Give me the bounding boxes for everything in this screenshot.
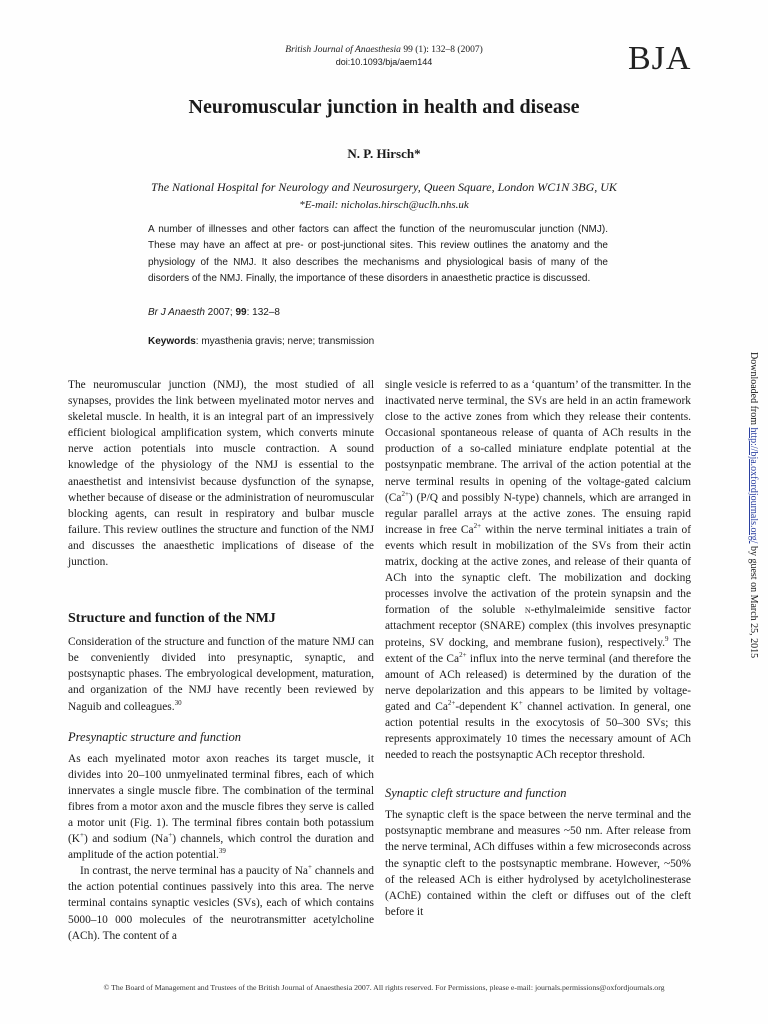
right-column (385, 377, 691, 920)
vesicle-paragraph: single vesicle is referred to as a ‘quantum’ of the transmitter. In the inactivated nerve terminal, the SVs are held in an actin framework close to the active zones from which they release their contents. Occasional spontaneous release of quanta of ACh results in the production of a so-called miniature endplate potential at the postsynpatic membrane. The arrival of the action potential at the nerve terminal results in opening of the voltage-gated calcium $(Ca^{2+})$ (P/Q and possibly N-type) channels, which are arranged in regular parallel arrays at the active zones. The ensuing rapid increase in free $Ca^{2+}$ within the nerve terminal initiates a train of events which result in mobilization of the SVs from their actin matrix, docking at the active zones, and release of their quanta of ACh into the synaptic cleft. The mobilization and docking processes involve the activation of the protein synapsin and the formation of the soluble n-ethylmaleimide sensitive factor attachment receptor (SNARE) complex (this involves presynaptic proteins, SV docking, and membrane fusion), respectively.$^9$ The extent of the $Ca^{2+}$ influx into the nerve terminal (and therefore the amount of ACh released) is determined by the duration of the nerve depolarization and this appears to be limited by voltage-gated and $Ca^{2+}$-dependent K+ channel activation. In general, one action potential results in the exocytosis of 50–300 SVs; this represents approximately 10 times the necessary amount of ACh needed to reach the postsynaptic ACh receptor threshold. (385, 379, 691, 762)
affiliation: The National Hospital for Neurology and Neurosurgery, Queen Square, London WC1N 3BG, UK (151, 180, 617, 194)
citation-pages: : 132–8 (246, 307, 280, 318)
citation-year: 2007; (207, 307, 233, 318)
reference-39[interactable]: 39 (218, 847, 226, 856)
left-column (68, 377, 374, 944)
download-link[interactable]: http://bja.oxfordjournals.org/ (748, 427, 759, 544)
journal-logo: BJA (628, 40, 692, 77)
authors: N. P. Hirsch* (347, 146, 421, 161)
keywords-label: Keywords (148, 336, 196, 347)
reference-30[interactable]: 30 (174, 698, 182, 707)
citation-volume: 99 (235, 307, 247, 318)
download-notice: Downloaded from http://bja.oxfordjournals.org/ by guest on March 25, 2015 (748, 352, 759, 659)
contrast-paragraph: In contrast, the nerve terminal has a paucity of Na+ channels and the action potential continues passively into this area. The nerve terminal contains synaptic vesicles (SVs), each of which contains 5000–10 000 molecules of the neurotransmitter acetylcholine (ACh). The content of a (68, 863, 374, 942)
presynaptic-heading: Presynaptic structure and function (68, 729, 242, 744)
keywords (148, 336, 374, 347)
author-email[interactable]: *E-mail: nicholas.hirsch@uclh.nhs.uk (299, 199, 469, 211)
copyright-footer: © The Board of Management and Trustees of the British Journal of Anaesthesia 2007. All rights reserved. For Permissions, please e-mail: journals.permissions@oxfordjournals.org (103, 983, 665, 992)
presynaptic-paragraph: As each myelinated motor axon reaches its target muscle, it divides into 20–100 unmyelinated terminal fibres, each of which innervates a single muscle fibre. The combination of the terminal fibres from a motor axon and the muscle fibres they serve is called a motor unit (Fig. 1). The terminal fibres contain both potassium (K+) and sodium (Na+) channels, which control the duration and amplitude of the action potential.$^{39}$ (68, 752, 374, 862)
synaptic-cleft-paragraph: The synaptic cleft is the space between the nerve terminal and the postsynaptic membrane and measures ~50 nm. After release from the nerve terminal, ACh diffuses within a few microseconds across the synaptic cleft to the postsynaptic membrane. However, ~50% of the released ACh is either hydrolysed by acetylcholinesterase (AChE) contained within the cleft or diffuses out of the cleft before it (385, 809, 691, 918)
article-title: Neuromuscular junction in health and disease (188, 96, 580, 118)
journal-name: British Journal of Anaesthesia (285, 45, 401, 55)
intro-paragraph: The neuromuscular junction (NMJ), the most studied of all synapses, provides the link between myelinated motor nerves and skeletal muscle. In health, it is an integral part of an impressively efficient biological amplification system, which converts minute nerve action potentials into muscle contraction. A sound knowledge of the physiology of the NMJ is essential to the anaesthetist and intensivist because dysfunction of the synapse, whether because of disease or the administration of neuromuscular blocking agents, can result in respiratory and bulbar muscle failure. This review outlines the structure and function of the NMJ and discusses the anaesthetic implications of disease of the junction. (68, 379, 374, 569)
synaptic-cleft-heading: Synaptic cleft structure and function (385, 786, 567, 801)
section-paragraph: Consideration of the structure and function of the mature NMJ can be conveniently divided into presynaptic, synaptic, and postsynaptic phases. The embryological development, maturation, and organization of the NMJ have recently been reviewed by Naguib and colleagues.$^{30}$ (68, 636, 374, 713)
article-citation (148, 307, 280, 318)
citation-journal: Br J Anaesth (148, 307, 205, 318)
section-heading: Structure and function of the NMJ (68, 611, 276, 627)
abstract: A number of illnesses and other factors can affect the function of the neuromuscular junction (NMJ). These may have an affect at pre- or post-junctional sites. This review outlines the anatomy and the physiology of the NMJ. It also describes the mechanisms and physiological basis of many of the disorders of the NMJ. Finally, the importance of these disorders in anaesthetic practice is discussed. (148, 224, 608, 284)
journal-volume: 99 (1): 132–8 (2007) (403, 45, 483, 55)
doi[interactable]: doi:10.1093/bja/aem144 (335, 57, 433, 67)
reference-9[interactable]: 9 (665, 634, 669, 643)
keywords-text: : myasthenia gravis; nerve; transmission (195, 336, 375, 347)
